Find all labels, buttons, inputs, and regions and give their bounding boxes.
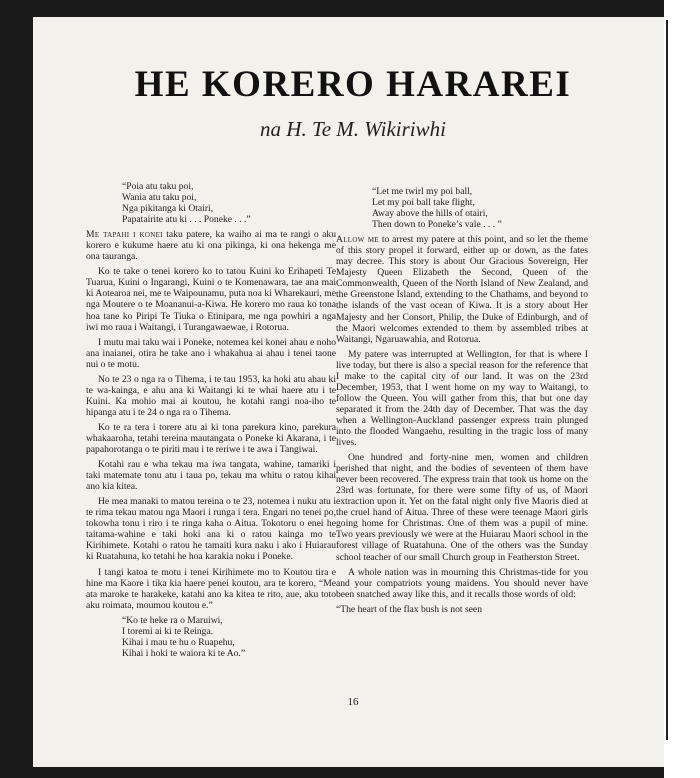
verse-line: Then down to Poneke’s vale . . . ” — [372, 219, 502, 231]
article-title: HE KORERO HARAREI — [134, 64, 572, 105]
paragraph: My patere was interrupted at Wellington, for that is where I live today, but there is also a special reason for the reference that I make to the capital city of our land. It was on the 23rd December, 1953, that I went home on my way to Waitangi, to follow the Queen. You will gather from this, that but one day separated it from the 24th day of December. That was the day when a Wellington-Auckland passenger express train plunged into the flooded Wangaehu, resulting in the tragic loss of many lives. — [336, 348, 588, 449]
paragraph: Kotahi rau e wha tekau ma iwa tangata, wahine, tamariki i taki matemate tonu atu i taua po, tekau ma whitu o ratou kihai ano kia kitea. — [86, 459, 336, 493]
verse-line: Wania atu taku poi, — [122, 192, 197, 204]
lead-in: Allow me — [336, 234, 379, 246]
page-number: 16 — [347, 696, 359, 708]
article-byline: na H. Te M. Wikiriwhi — [260, 117, 446, 141]
closing-verse-maori — [122, 615, 336, 659]
verse-line: Kihai i mau te hu o Ruapehu, — [122, 636, 235, 648]
english-text-column — [336, 186, 588, 619]
paragraph: I mutu mai taku wai i Poneke, notemea kei konei ahau e noho ana inaianei, otira he take ano i whakahua ai ahau i tenei taone nui o te motu. — [86, 336, 336, 370]
verse-line: Papatairite atu ki . . . Poneke . . .” — [122, 214, 251, 226]
verse-line: “Poia atu taku poi, — [122, 181, 194, 192]
adjacent-page-edge — [664, 0, 700, 778]
paragraph: Me tapahi i konei taku patere, ka waiho ai ma te rangi o aku korero e kukume haere atu ki ona pikinga, ki ona hekenga me ona taurangа. — [86, 229, 337, 263]
paragraph: I tangi katoa te motu i tenei Kirihimete mo to Koutou tira e hine ma Kaore i tika kia haere penei koutou, ara te korero, “Me ata maroke te harakeke, katahi ano ka kitea te rito, aue, aku toto aku roimata, moumou koutou e.” — [86, 566, 336, 611]
paragraph: No te 23 o nga ra o Tihema, i te tau 1953, ka hoki atu ahau ki te wa-kainga, e ahu ana ki Waitangi ki te whai haere atu i te Kuini. Ka mohio mai ai koutou, he kotahi rangi noa-iho te hipanga atu i te 24 o nga ra o Tihema. — [86, 373, 336, 418]
opening-verse-maori — [122, 181, 336, 225]
maori-text-column — [86, 181, 336, 663]
paragraph: Ko te take o tenei korero ko to tatou Kuini ko Erihapeti Te Tuarua, Kuini o Ingarangi, Kuini o te Komenawara, tae ana mai ki Aotearoa nei, me te Waipounamu, puta noa ki Wharekauri, me nga Moutere o te Moananui-a-Kiwa. He korero mo raua ko tona hoa tane ko Piripi Te Tiuka o Etinipara, me nga powhiri a nga iwi mo raua i Waitangi, i Turangawaewae, i Rotorua. — [86, 266, 336, 333]
verse-line: Kihai i hoki te waiora ki te Ao.” — [122, 647, 246, 659]
paragraph: One hundred and forty-nine men, women and children perished that night, and the bodies of seventeen of them have never been recovered. The express train that took us home on the 23rd was fortunate, for there were some fifty of us, of Maori extraction upon it. Yet on the fatal night only five Maoris died at the cruel hand of Aitua. Three of these were teenage Maori girls going home for Christmas. One of them was a pupil of mine. Two years previously we were at the Huiarau Maori school in the forest village of Ruatahuna. One of the others was the Sunday school teacher of our small Church group in Featherston Street. — [336, 452, 588, 563]
verse-line: I toremi ai ki te Reinga. — [122, 625, 214, 637]
binding-rule — [666, 20, 668, 740]
verse-line: “Let me twirl my poi ball, — [372, 186, 473, 197]
opening-verse-english — [372, 186, 588, 230]
paragraph: A whole nation was in mourning this Christmas-tide for you and your compatriots young maidens. You should never have been snatched away like this, and it recalls those words of old: — [336, 566, 588, 600]
paragraph: Ko te ra tera i torere atu ai ki tona parekura kino, parekura whakaaroha, tetahi tereina mautangata o Poneke ki Akarana, i te papahorotanga o te piriti mau i te reriwe i te awa i Tangiwai. — [86, 421, 336, 456]
paragraph: “The heart of the flax bush is not seen — [336, 603, 482, 615]
verse-line: Away above the hills of otairi, — [372, 208, 488, 220]
verse-line: Nga pikitanga ki Otairi, — [122, 203, 214, 215]
paragraph: Allow me to arrest my patere at this point, and so let the theme of this story propel it forward, either up or down, as the fates may decree. This story is about Our Gracious Sovereign, Her Majesty Queen Elizabeth the Second, Queen of the Commonwealth, Queen of the North Island of New Zealand, and the Greenstone Island, extending to the Chathams, and beyond to the islands of the vast ocean of Kiwa. It is a story about Her Majesty and her Consort, Philip, the Duke of Edinburgh, and of the Maori welcomes extended to them by assembled tribes at Waitangi, Ngaruawahia, and Rotorua. — [336, 234, 588, 345]
lead-in: Me tapahi i konei — [86, 229, 163, 241]
paragraph: He mea manaki to matou tereina o te 23, notemea i nuku atu i te rima tekau matou nga Maori i runga i tera. Engari no tenei po, tokowha tonu i riro i te ringa kaha o Aitua. Tokotoru o enei he taitama-wahine e taki hoki ana ki o ratou kainga mo te Kirihimete. Kotahi o ratou he tamaiti kura naku i ako i Huiarau ki Ruatahuna, ko tetahi he hoa karakia noku i Poneke. — [86, 496, 336, 563]
verse-line: Let my poi ball take flight, — [372, 197, 475, 209]
verse-line: “Ko te heke ra o Maruiwi, — [122, 614, 223, 626]
